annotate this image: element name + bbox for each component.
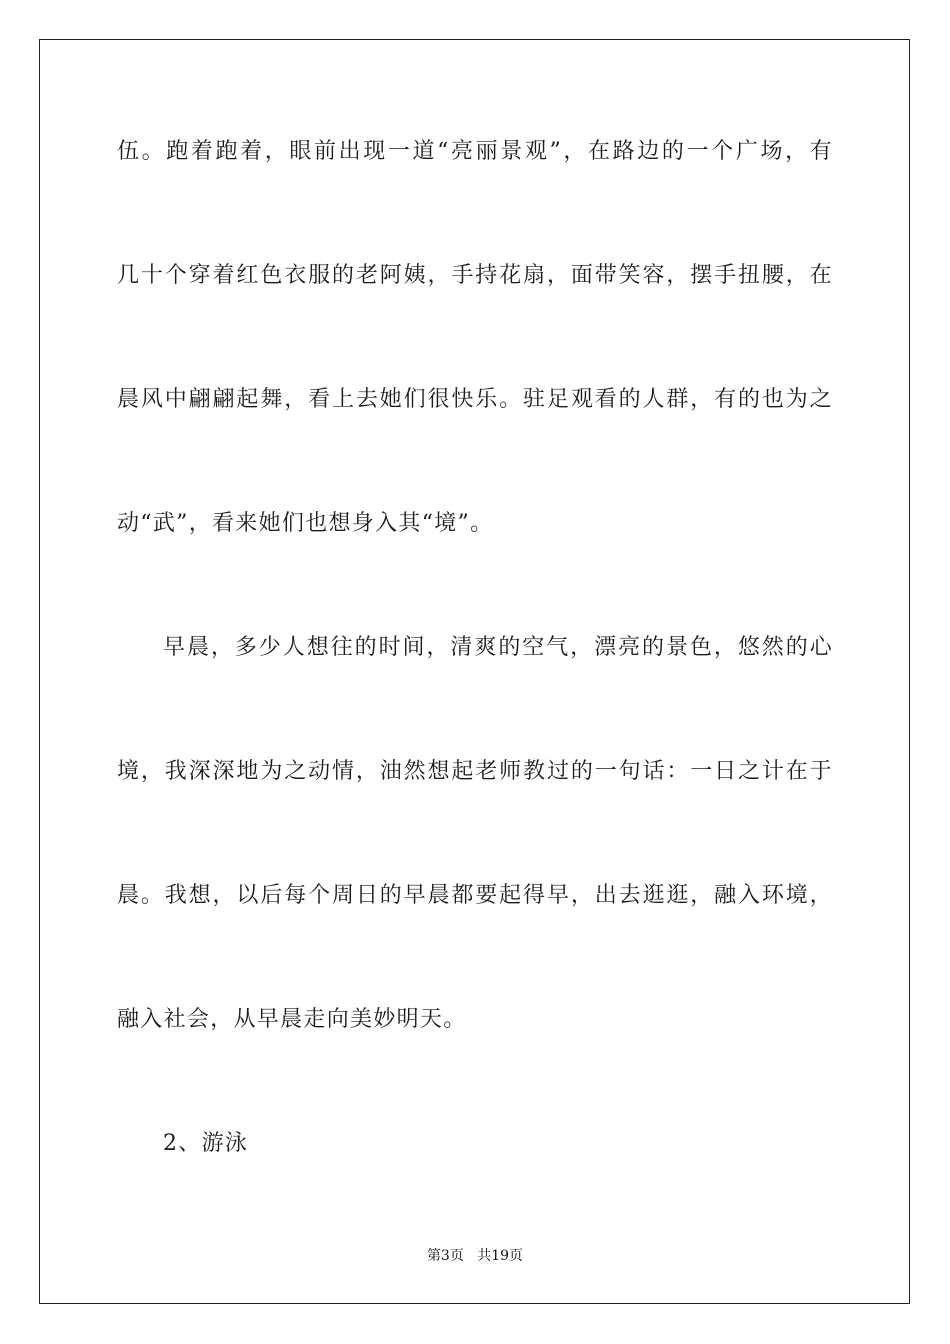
body-text-line: 晨。我想，以后每个周日的早晨都要起得早，出去逛逛，融入环境， bbox=[117, 883, 833, 908]
body-text-line: 动“武”，看来她们也想身入其“境”。 bbox=[117, 511, 494, 536]
page-total: 共19页 bbox=[477, 1248, 524, 1264]
page-number: 第3页 bbox=[426, 1248, 464, 1264]
body-text-line: 晨风中翩翩起舞，看上去她们很快乐。驻足观看的人群，有的也为之 bbox=[117, 387, 833, 412]
body-text-line: 境，我深深地为之动情，油然想起老师教过的一句话：一日之计在于 bbox=[117, 759, 833, 784]
page-footer bbox=[0, 1246, 950, 1266]
body-text-line: 几十个穿着红色衣服的老阿姨，手持花扇，面带笑容，摆手扭腰，在 bbox=[117, 263, 833, 288]
body-text-line: 伍。跑着跑着，眼前出现一道“亮丽景观”，在路边的一个广场，有 bbox=[117, 139, 833, 164]
section-heading: 2、游泳 bbox=[163, 1131, 249, 1156]
body-text-line: 融入社会，从早晨走向美妙明天。 bbox=[117, 1007, 467, 1032]
paragraph-first-line: 早晨，多少人想往的时间，清爽的空气，漂亮的景色，悠然的心 bbox=[163, 635, 833, 660]
page-border bbox=[39, 39, 910, 1304]
